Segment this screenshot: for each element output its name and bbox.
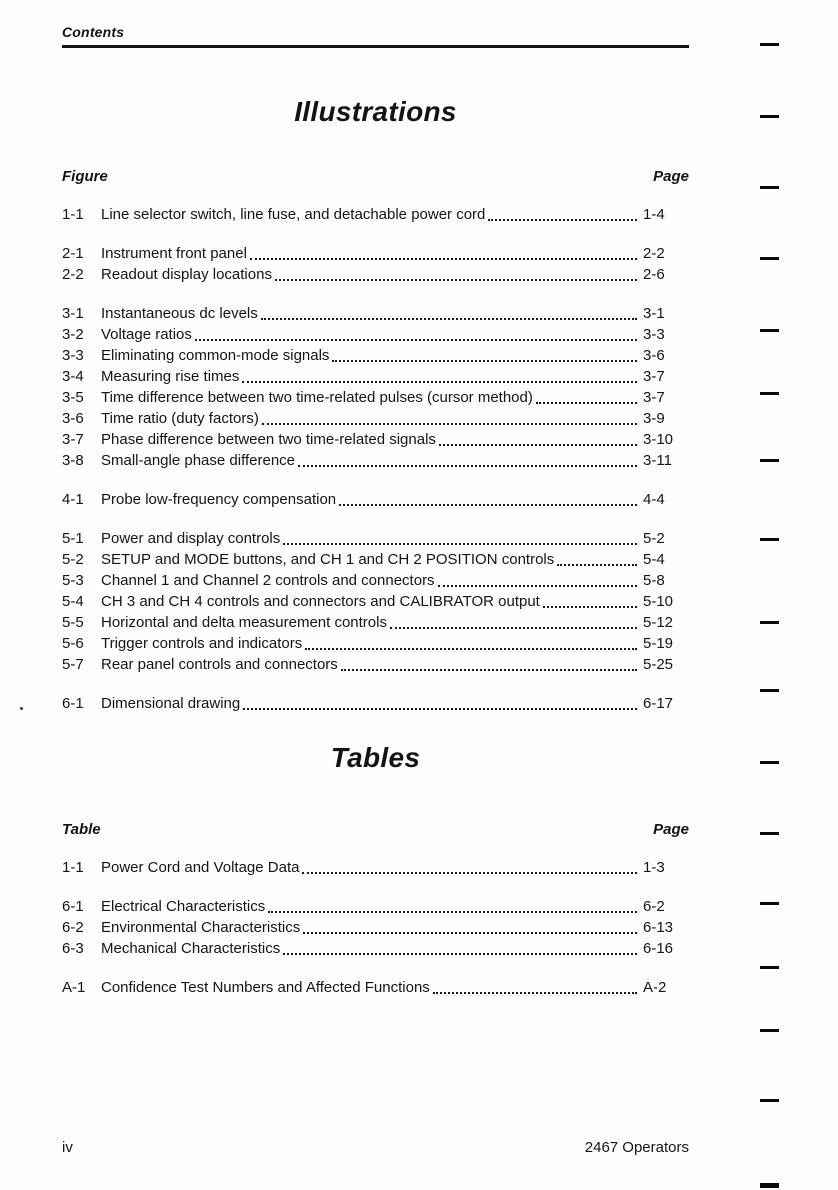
page-number: 5-19 [643, 634, 674, 652]
binding-mark [760, 902, 779, 905]
figure-column-label: Figure [62, 167, 108, 185]
figure-number: 2-1 [62, 244, 84, 262]
figure-number: 3-1 [62, 304, 84, 322]
binding-mark [760, 329, 779, 332]
dot-leader [283, 953, 637, 955]
figure-number: 3-3 [62, 346, 84, 364]
toc-group [62, 243, 689, 285]
toc-row [62, 977, 689, 998]
figure-number: 6-3 [62, 939, 84, 957]
toc-row [62, 366, 689, 387]
toc-row [62, 429, 689, 450]
toc-row [62, 387, 689, 408]
figure-number: 5-2 [62, 550, 84, 568]
binding-mark [760, 621, 779, 624]
toc-row [62, 204, 689, 225]
dot-leader [298, 465, 637, 467]
toc-row [62, 612, 689, 633]
binding-mark [760, 392, 779, 395]
toc-group [62, 528, 689, 675]
figure-number: 2-2 [62, 265, 84, 283]
page-number: 6-17 [643, 694, 674, 712]
page-number: 3-9 [643, 409, 665, 427]
toc-row [62, 303, 689, 324]
figure-number: 3-2 [62, 325, 84, 343]
page-number: 5-4 [643, 550, 665, 568]
entry-title: Time difference between two time-related pulses (cursor method) [101, 388, 533, 406]
dot-leader [250, 258, 637, 260]
toc-row [62, 549, 689, 570]
toc-group [62, 303, 689, 471]
toc-row [62, 654, 689, 675]
tables-section [62, 741, 689, 998]
toc-group [62, 489, 689, 510]
page-content [62, 0, 689, 998]
dot-leader [341, 669, 637, 671]
illustrations-heading: Illustrations [294, 95, 457, 127]
entry-title: Line selector switch, line fuse, and detachable power cord [101, 205, 486, 223]
binding-mark [760, 115, 779, 118]
table-column-label: Table [62, 820, 101, 838]
entry-title: Rear panel controls and connectors [101, 655, 338, 673]
toc-group [62, 977, 689, 998]
dot-leader [332, 360, 637, 362]
tables-heading: Tables [330, 741, 421, 773]
binding-mark [760, 538, 779, 541]
toc-row [62, 450, 689, 471]
dot-leader [438, 585, 637, 587]
toc-row [62, 408, 689, 429]
toc-row [62, 633, 689, 654]
binding-mark [760, 186, 779, 189]
entry-title: Channel 1 and Channel 2 controls and connectors [101, 571, 435, 589]
entry-title: Dimensional drawing [101, 694, 241, 712]
header-rule [62, 45, 689, 48]
figure-number: 5-3 [62, 571, 84, 589]
dot-leader [536, 402, 637, 404]
page-number: 3-7 [643, 388, 665, 406]
figure-number: 4-1 [62, 490, 84, 508]
entry-title: Phase difference between two time-related signals [101, 430, 436, 448]
tables-toc-list [62, 857, 689, 998]
entry-title: CH 3 and CH 4 controls and connectors and CALIBRATOR output [101, 592, 540, 610]
figure-number: 6-1 [62, 897, 84, 915]
figure-number: 5-6 [62, 634, 84, 652]
dot-leader [303, 932, 637, 934]
page-number: 5-2 [643, 529, 665, 547]
illustrations-toc-list [62, 204, 689, 714]
dot-leader [242, 381, 637, 383]
figure-number: 3-6 [62, 409, 84, 427]
entry-title: Time ratio (duty factors) [101, 409, 259, 427]
entry-title: Instantaneous dc levels [101, 304, 258, 322]
toc-row [62, 489, 689, 510]
page-number: 5-8 [643, 571, 665, 589]
page-number: 5-10 [643, 592, 674, 610]
entry-title: Trigger controls and indicators [101, 634, 303, 652]
figure-number: 3-7 [62, 430, 84, 448]
binding-mark [760, 689, 779, 692]
figure-number: 5-7 [62, 655, 84, 673]
entry-title: Electrical Characteristics [101, 897, 266, 915]
entry-title: Readout display locations [101, 265, 272, 283]
entry-title: Mechanical Characteristics [101, 939, 281, 957]
page-column-label: Page [653, 820, 689, 838]
dot-leader [275, 279, 637, 281]
toc-row [62, 857, 689, 878]
figure-number: 1-1 [62, 205, 84, 223]
toc-row [62, 264, 689, 285]
binding-mark [760, 43, 779, 46]
binding-mark [760, 832, 779, 835]
page-number: 3-3 [643, 325, 665, 343]
binding-mark [760, 1099, 779, 1102]
page-number: 5-25 [643, 655, 674, 673]
dot-leader [557, 564, 637, 566]
dot-leader [243, 708, 637, 710]
figure-number: 6-2 [62, 918, 84, 936]
entry-title: Environmental Characteristics [101, 918, 301, 936]
page-number: A-2 [643, 978, 667, 996]
toc-row [62, 591, 689, 612]
page-number: 3-7 [643, 367, 665, 385]
figure-number: 3-8 [62, 451, 84, 469]
page-number: 5-12 [643, 613, 674, 631]
binding-mark [760, 1183, 779, 1188]
figure-number: 3-4 [62, 367, 84, 385]
dot-leader [261, 318, 637, 320]
page-number: 6-16 [643, 939, 674, 957]
entry-title: Probe low-frequency compensation [101, 490, 337, 508]
page-number: 3-1 [643, 304, 665, 322]
entry-title: Confidence Test Numbers and Affected Functions [101, 978, 430, 996]
binding-mark [760, 761, 779, 764]
entry-title: Horizontal and delta measurement controls [101, 613, 387, 631]
toc-group [62, 896, 689, 959]
binding-mark [760, 1029, 779, 1032]
illustrations-column-headers [62, 168, 689, 186]
dot-leader [195, 339, 637, 341]
binding-mark [760, 966, 779, 969]
illustrations-section [62, 95, 689, 714]
dot-leader [390, 627, 637, 629]
scan-speck [20, 707, 23, 710]
entry-title: Power and display controls [101, 529, 281, 547]
dot-leader [339, 504, 637, 506]
figure-number: A-1 [62, 978, 86, 996]
toc-group [62, 857, 689, 878]
toc-row [62, 324, 689, 345]
page-number: 3-11 [643, 451, 672, 469]
dot-leader [305, 648, 637, 650]
entry-title: SETUP and MODE buttons, and CH 1 and CH 2 POSITION controls [101, 550, 555, 568]
binding-mark [760, 257, 779, 260]
toc-row [62, 243, 689, 264]
figure-number: 5-5 [62, 613, 84, 631]
figure-number: 5-1 [62, 529, 84, 547]
footer-page-number: iv [62, 1139, 73, 1156]
dot-leader [488, 219, 637, 221]
figure-number: 3-5 [62, 388, 84, 406]
page-number: 2-6 [643, 265, 665, 283]
tables-column-headers [62, 821, 689, 839]
dot-leader [262, 423, 637, 425]
page-number: 1-3 [643, 858, 665, 876]
dot-leader [543, 606, 637, 608]
entry-title: Small-angle phase difference [101, 451, 296, 469]
dot-leader [302, 872, 637, 874]
footer-doc-title: 2467 Operators [584, 1139, 689, 1156]
page-number: 6-13 [643, 918, 674, 936]
page-column-label: Page [653, 167, 689, 185]
dot-leader [439, 444, 637, 446]
toc-row [62, 570, 689, 591]
toc-row [62, 345, 689, 366]
page-number: 6-2 [643, 897, 665, 915]
dot-leader [268, 911, 637, 913]
page-number: 2-2 [643, 244, 665, 262]
entry-title: Power Cord and Voltage Data [101, 858, 300, 876]
figure-number: 1-1 [62, 858, 84, 876]
page-number: 1-4 [643, 205, 665, 223]
entry-title: Voltage ratios [101, 325, 192, 343]
entry-title: Eliminating common-mode signals [101, 346, 330, 364]
binding-mark [760, 459, 779, 462]
entry-title: Measuring rise times [101, 367, 240, 385]
toc-row [62, 528, 689, 549]
toc-row [62, 938, 689, 959]
entry-title: Instrument front panel [101, 244, 247, 262]
dot-leader [283, 543, 637, 545]
page-number: 4-4 [643, 490, 665, 508]
running-header: Contents [62, 24, 125, 40]
toc-group [62, 693, 689, 714]
toc-row [62, 917, 689, 938]
page-number: 3-6 [643, 346, 665, 364]
dot-leader [433, 992, 637, 994]
figure-number: 5-4 [62, 592, 84, 610]
page-number: 3-10 [643, 430, 674, 448]
figure-number: 6-1 [62, 694, 84, 712]
page-footer [62, 1139, 689, 1157]
toc-row [62, 896, 689, 917]
toc-row [62, 693, 689, 714]
toc-group [62, 204, 689, 225]
